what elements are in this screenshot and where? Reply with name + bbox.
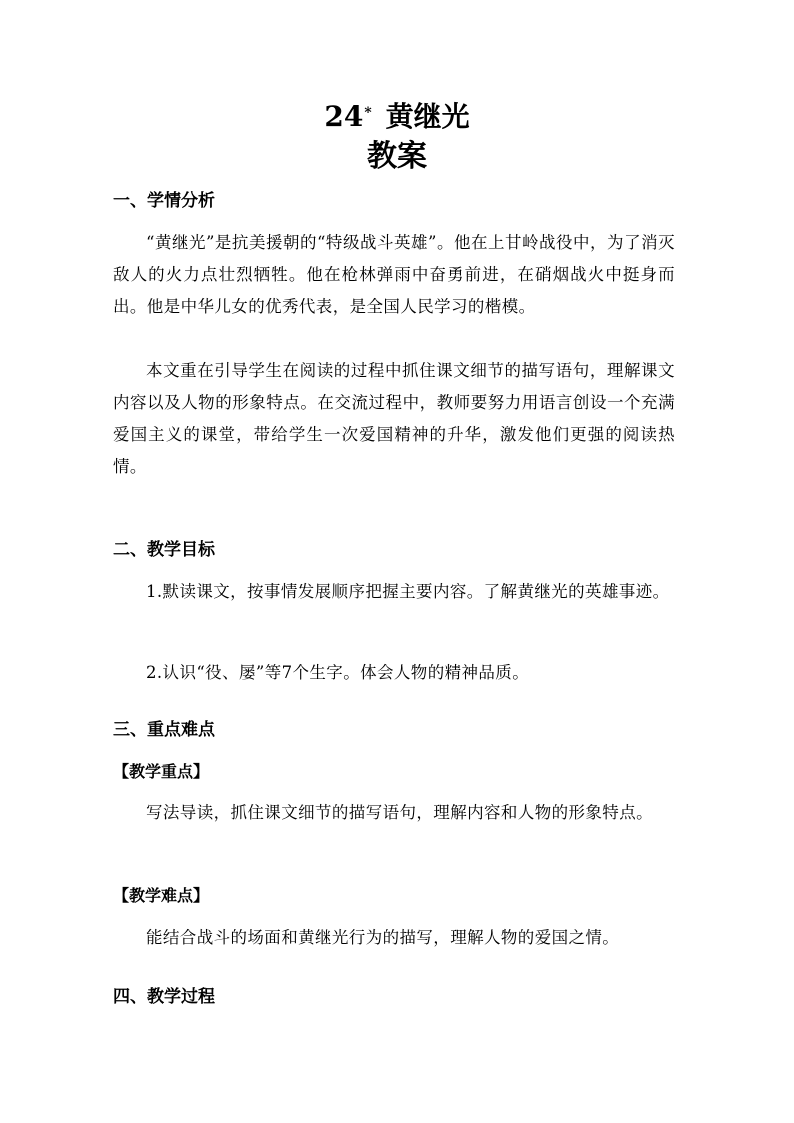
analysis-paragraph-1: “黄继光”是抗美援朝的“特级战斗英雄”。他在上甘岭战役中，为了消灭敌人的火力点壮烈牺牲。他在枪林弹雨中奋勇前进，在硝烟战火中挺身而出。他是中华儿女的优秀代表，是全国人民学习的楷模。 — [113, 233, 675, 316]
section-heading-key-points: 三、重点难点 — [113, 720, 215, 740]
objective-item-1: 1.默读课文，按事情发展顺序把握主要内容。了解黄继光的英雄事迹。 — [146, 582, 670, 601]
analysis-paragraph-2: 本文重在引导学生在阅读的过程中抓住课文细节的描写语句，理解课文内容以及人物的形象特点。在交流过程中，教师要努力用语言创设一个充满爱国主义的课堂，带给学生一次爱国精神的升华，激发他们更强的阅读热情。 — [113, 361, 675, 476]
lesson-number — [324, 100, 371, 133]
lesson-title — [0, 100, 794, 134]
subheading-difficulty: 【教学难点】 — [113, 886, 210, 905]
focus-paragraph: 写法导读，抓住课文细节的描写语句，理解内容和人物的形象特点。 — [146, 803, 653, 822]
objective-item-2: 2.认识“役、屡”等7个生字。体会人物的精神品质。 — [146, 663, 530, 682]
difficulty-paragraph: 能结合战斗的场面和黄继光行为的描写，理解人物的爱国之情。 — [146, 928, 620, 947]
lesson-number-mark: * — [364, 105, 372, 121]
section-heading-objectives: 二、教学目标 — [113, 540, 215, 560]
subheading-focus: 【教学重点】 — [113, 762, 210, 781]
lesson-name: 黄继光 — [385, 100, 470, 133]
section-heading-process: 四、教学过程 — [113, 987, 215, 1007]
lesson-subtitle: 教案 — [367, 139, 427, 174]
lesson-number-text: 24 — [324, 100, 364, 133]
section-heading-analysis: 一、学情分析 — [113, 191, 215, 211]
